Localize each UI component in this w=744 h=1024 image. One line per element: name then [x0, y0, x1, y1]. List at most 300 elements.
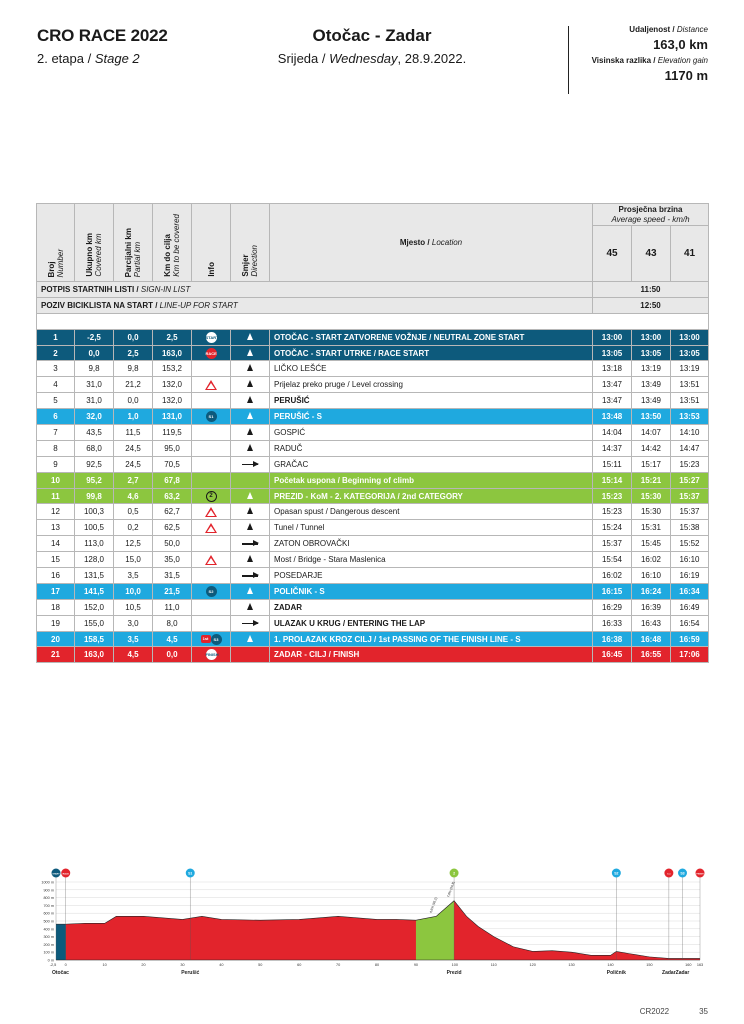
arrow-up-icon	[247, 428, 253, 435]
lineup-hr: POZIV BICIKLISTA NA START	[41, 300, 153, 310]
remaining-km: 163,0	[153, 345, 192, 361]
col-cilj-en: Km to be covered	[172, 214, 181, 277]
col-mjesto-en: Location	[431, 238, 463, 247]
town-label: Zadar	[675, 970, 690, 976]
covered-km: 0,0	[75, 345, 114, 361]
direction-cell	[231, 329, 270, 345]
arrow-up-icon	[247, 523, 253, 530]
table-row	[37, 393, 709, 409]
time-45: 13:47	[593, 393, 632, 409]
remaining-km: 50,0	[153, 536, 192, 552]
covered-km: 131,5	[75, 568, 114, 584]
col-smjer-hr: Smjer	[241, 254, 250, 277]
footer-code: CR2022	[639, 1007, 670, 1016]
arrow-up-icon	[247, 412, 253, 419]
x-tick-label: -2,5	[49, 963, 57, 967]
y-tick-label: 1000 m	[41, 880, 54, 885]
table-row	[37, 345, 709, 361]
direction-cell	[231, 647, 270, 663]
date-value: , 28.9.2022.	[397, 51, 467, 66]
partial-km: 15,0	[114, 552, 153, 568]
route-table	[36, 203, 709, 663]
row-number: 2	[37, 345, 75, 361]
remaining-km: 153,2	[153, 361, 192, 377]
time-43: 16:10	[632, 568, 671, 584]
info-cell	[192, 568, 231, 584]
direction-cell	[231, 583, 270, 599]
time-45: 15:11	[593, 456, 632, 472]
time-41: 16:10	[671, 552, 709, 568]
info-cell	[192, 631, 231, 647]
covered-km: 68,0	[75, 440, 114, 456]
col-cilj	[153, 204, 192, 282]
row-number: 15	[37, 552, 75, 568]
table-row	[37, 631, 709, 647]
direction-cell	[231, 456, 270, 472]
arrow-right-icon	[242, 575, 258, 577]
header-center	[252, 26, 492, 66]
direction-cell	[231, 631, 270, 647]
header-right	[592, 25, 708, 87]
direction-cell	[231, 615, 270, 631]
x-tick-label: 10	[102, 963, 107, 967]
time-45: 14:04	[593, 425, 632, 441]
race-title: CRO RACE 2022	[37, 26, 168, 45]
kom-marker-label: 2	[453, 871, 456, 876]
location: PERUŠIĆ	[270, 393, 593, 409]
speed-41: 41	[671, 226, 709, 282]
covered-km: 152,0	[75, 599, 114, 615]
time-45: 13:48	[593, 409, 632, 425]
row-number: 1	[37, 329, 75, 345]
x-tick-label: 50	[258, 963, 263, 967]
time-43: 14:07	[632, 425, 671, 441]
location: 1. PROLAZAK KROZ CILJ / 1st PASSING OF THE FINISH LINE - S	[270, 631, 593, 647]
town-label: Otočac	[52, 970, 69, 976]
direction-cell	[231, 552, 270, 568]
table-row	[37, 440, 709, 456]
town-label: Poličnik	[606, 970, 626, 976]
time-41: 13:53	[671, 409, 709, 425]
info-cell	[192, 599, 231, 615]
row-number: 12	[37, 504, 75, 520]
location: PERUŠIĆ - S	[270, 409, 593, 425]
col-smjer	[231, 204, 270, 282]
day-hr: Srijeda	[277, 51, 319, 66]
col-mjesto: Mjesto / Location	[270, 204, 593, 282]
direction-cell	[231, 504, 270, 520]
sprint-s1-icon: S1	[206, 411, 217, 422]
elevation-value: 1170 m	[664, 68, 708, 83]
finish-pass-icon: 1st	[201, 635, 211, 643]
row-number: 16	[37, 568, 75, 584]
direction-cell	[231, 599, 270, 615]
partial-km: 10,0	[114, 583, 153, 599]
covered-km: 31,0	[75, 393, 114, 409]
col-broj	[37, 204, 75, 282]
row-number: 18	[37, 599, 75, 615]
time-43: 15:31	[632, 520, 671, 536]
remaining-km: 95,0	[153, 440, 192, 456]
location: Tunel / Tunnel	[270, 520, 593, 536]
covered-km: 155,0	[75, 615, 114, 631]
location: ZADAR	[270, 599, 593, 615]
pass-marker-label: 1st	[667, 873, 671, 876]
remaining-km: 4,5	[153, 631, 192, 647]
time-43: 16:43	[632, 615, 671, 631]
signin-en: SIGN-IN LIST	[140, 284, 191, 294]
x-tick-label: 60	[297, 963, 302, 967]
info-cell	[192, 456, 231, 472]
partial-km: 2,7	[114, 472, 153, 488]
arrow-up-icon	[247, 492, 253, 499]
table-row	[37, 599, 709, 615]
location: Prijelaz preko pruge / Level crossing	[270, 377, 593, 393]
y-tick-label: 300 m	[43, 935, 54, 940]
covered-km: 43,5	[75, 425, 114, 441]
partial-km: 12,5	[114, 536, 153, 552]
s2-marker-label: S2	[614, 871, 619, 876]
row-number: 4	[37, 377, 75, 393]
partial-km: 3,5	[114, 568, 153, 584]
table-row	[37, 377, 709, 393]
time-43: 13:50	[632, 409, 671, 425]
time-41: 16:19	[671, 568, 709, 584]
time-41: 13:51	[671, 377, 709, 393]
town-label: Perušić	[181, 970, 200, 976]
speed-title: Prosječna brzina	[618, 204, 683, 214]
signin-row	[37, 282, 709, 298]
time-41: 16:54	[671, 615, 709, 631]
x-tick-label: 130	[568, 963, 575, 967]
town-label: Prezid	[446, 970, 462, 976]
arrow-up-icon	[247, 333, 253, 340]
arrow-up-icon	[247, 587, 253, 594]
elevation-label-en: Elevation gain	[657, 56, 708, 65]
warning-icon	[205, 523, 217, 533]
time-45: 14:37	[593, 440, 632, 456]
remaining-km: 63,2	[153, 488, 192, 504]
info-cell	[192, 329, 231, 345]
location: OTOČAC - START ZATVORENE VOŽNJE / NEUTRAL ZONE START	[270, 329, 593, 345]
time-43: 15:30	[632, 488, 671, 504]
time-43: 16:39	[632, 599, 671, 615]
remaining-km: 8,0	[153, 615, 192, 631]
x-tick-label: 0	[64, 963, 67, 967]
x-tick-label: 120	[529, 963, 536, 967]
covered-km: 128,0	[75, 552, 114, 568]
arrow-up-icon	[247, 380, 253, 387]
race-marker-label: RACE	[62, 873, 69, 876]
time-41: 13:51	[671, 393, 709, 409]
info-cell	[192, 345, 231, 361]
x-tick-label: 30	[180, 963, 185, 967]
time-45: 13:47	[593, 377, 632, 393]
time-41: 15:37	[671, 504, 709, 520]
lineup-time: 12:50	[593, 297, 709, 313]
stage-hr: 2. etapa	[37, 51, 84, 66]
x-tick-label: 150	[646, 963, 653, 967]
time-45: 15:14	[593, 472, 632, 488]
covered-km: 31,0	[75, 377, 114, 393]
direction-cell	[231, 472, 270, 488]
covered-km: 92,5	[75, 456, 114, 472]
table-row	[37, 488, 709, 504]
time-43: 16:24	[632, 583, 671, 599]
table-row	[37, 409, 709, 425]
warning-icon	[205, 555, 217, 565]
time-41: 17:06	[671, 647, 709, 663]
remaining-km: 67,8	[153, 472, 192, 488]
lineup-en: LINE-UP FOR START	[159, 300, 238, 310]
table-row	[37, 504, 709, 520]
time-45: 16:45	[593, 647, 632, 663]
time-43: 13:49	[632, 393, 671, 409]
col-info-hr: Info	[206, 262, 216, 277]
remaining-km: 132,0	[153, 393, 192, 409]
table-row	[37, 472, 709, 488]
y-tick-label: 800 m	[43, 896, 54, 901]
finish-icon: FINISH	[206, 649, 217, 660]
page-number: 35	[699, 1007, 708, 1016]
time-43: 15:17	[632, 456, 671, 472]
covered-km: 100,5	[75, 520, 114, 536]
remaining-km: 70,5	[153, 456, 192, 472]
time-45: 13:00	[593, 329, 632, 345]
row-number: 21	[37, 647, 75, 663]
covered-km: 9,8	[75, 361, 114, 377]
table-row	[37, 583, 709, 599]
time-41: 15:38	[671, 520, 709, 536]
finish-marker-label: FINISH	[696, 873, 704, 876]
arrow-up-icon	[247, 555, 253, 562]
info-cell	[192, 520, 231, 536]
table-row	[37, 568, 709, 584]
table-row	[37, 361, 709, 377]
location: ULAZAK U KRUG / ENTERING THE LAP	[270, 615, 593, 631]
partial-km: 9,8	[114, 361, 153, 377]
x-tick-label: 70	[335, 963, 341, 967]
time-43: 13:05	[632, 345, 671, 361]
partial-km: 0,2	[114, 520, 153, 536]
time-45: 13:05	[593, 345, 632, 361]
row-number: 7	[37, 425, 75, 441]
time-41: 16:34	[671, 583, 709, 599]
covered-km: 163,0	[75, 647, 114, 663]
partial-km: 3,5	[114, 631, 153, 647]
info-cell	[192, 409, 231, 425]
col-cilj-hr: Km do cilja	[163, 234, 172, 277]
arrow-up-icon	[247, 603, 253, 610]
remaining-km: 35,0	[153, 552, 192, 568]
route-title: Otočac - Zadar	[312, 26, 432, 45]
location: Most / Bridge - Stara Maslenica	[270, 552, 593, 568]
covered-km: 95,2	[75, 472, 114, 488]
y-tick-label: 200 m	[43, 942, 54, 947]
header-left	[37, 26, 168, 66]
partial-km: 4,5	[114, 647, 153, 663]
elevation-label: Visinska razlika / Elevation gain	[591, 56, 708, 65]
sprint-s2-icon: S2	[206, 586, 217, 597]
info-cell	[192, 488, 231, 504]
row-number: 17	[37, 583, 75, 599]
covered-km: 141,5	[75, 583, 114, 599]
location: Opasan spust / Dangerous descent	[270, 504, 593, 520]
time-41: 15:27	[671, 472, 709, 488]
x-tick-label: 160	[685, 963, 692, 967]
remaining-km: 62,7	[153, 504, 192, 520]
elevation-profile	[34, 864, 710, 994]
x-tick-label: 80	[374, 963, 380, 967]
covered-km: 158,5	[75, 631, 114, 647]
direction-cell	[231, 345, 270, 361]
day-en: Wednesday	[329, 51, 398, 66]
location: ZADAR - CILJ / FINISH	[270, 647, 593, 663]
time-41: 15:52	[671, 536, 709, 552]
table-gap	[37, 313, 709, 329]
time-45: 15:23	[593, 504, 632, 520]
info-cell	[192, 425, 231, 441]
x-tick-label: 110	[490, 963, 497, 967]
arrow-up-icon	[247, 396, 253, 403]
signin-time: 11:50	[593, 282, 709, 298]
col-ukupno	[75, 204, 114, 282]
info-cell	[192, 583, 231, 599]
s3-marker-label: S3	[680, 871, 685, 876]
partial-km: 0,0	[114, 329, 153, 345]
time-41: 14:47	[671, 440, 709, 456]
table-row	[37, 647, 709, 663]
town-label: Zadar	[662, 970, 676, 976]
y-tick-label: 900 m	[43, 888, 54, 893]
info-cell	[192, 552, 231, 568]
y-tick-label: 500 m	[43, 919, 54, 924]
row-number: 10	[37, 472, 75, 488]
col-parcijalni-en: Partial km	[133, 241, 142, 277]
stage-label: 2. etapa / Stage 2	[37, 51, 140, 66]
info-cell	[192, 377, 231, 393]
time-43: 13:19	[632, 361, 671, 377]
arrow-right-icon	[242, 543, 258, 545]
time-41: 16:59	[671, 631, 709, 647]
info-cell	[192, 615, 231, 631]
race-start-icon: RACE	[206, 348, 217, 359]
row-number: 20	[37, 631, 75, 647]
time-41: 15:37	[671, 488, 709, 504]
kom-cat2-icon: 2	[206, 491, 217, 502]
elevation-area	[56, 901, 700, 960]
direction-cell	[231, 568, 270, 584]
x-tick-label: 90	[413, 963, 419, 967]
time-45: 15:54	[593, 552, 632, 568]
time-45: 16:29	[593, 599, 632, 615]
row-number: 5	[37, 393, 75, 409]
partial-km: 21,2	[114, 377, 153, 393]
row-number: 13	[37, 520, 75, 536]
col-ukupno-hr: Ukupno km	[85, 233, 94, 277]
remaining-km: 31,5	[153, 568, 192, 584]
arrow-up-icon	[247, 364, 253, 371]
partial-km: 0,5	[114, 504, 153, 520]
remaining-km: 132,0	[153, 377, 192, 393]
distance-value: 163,0 km	[653, 37, 708, 52]
col-info	[192, 204, 231, 282]
location: GOSPIĆ	[270, 425, 593, 441]
speed-header	[593, 204, 709, 226]
stage-date: Srijeda / Wednesday, 28.9.2022.	[277, 51, 467, 66]
info-cell	[192, 361, 231, 377]
climb-label: 7,8% (99,8)	[446, 881, 456, 898]
arrow-right-icon	[242, 464, 258, 466]
remaining-km: 2,5	[153, 329, 192, 345]
location: RADUČ	[270, 440, 593, 456]
row-number: 14	[37, 536, 75, 552]
arrow-up-icon	[247, 444, 253, 451]
partial-km: 24,5	[114, 456, 153, 472]
col-ukupno-en: Covered km	[94, 233, 103, 277]
y-tick-label: 100 m	[43, 950, 54, 955]
time-43: 16:55	[632, 647, 671, 663]
col-broj-hr: Broj	[46, 261, 56, 277]
table-row	[37, 536, 709, 552]
x-tick-label: 40	[219, 963, 224, 967]
time-45: 16:15	[593, 583, 632, 599]
partial-km: 2,5	[114, 345, 153, 361]
covered-km: 99,8	[75, 488, 114, 504]
arrow-up-icon	[247, 349, 253, 356]
time-43: 13:00	[632, 329, 671, 345]
lineup-row	[37, 297, 709, 313]
table-row	[37, 456, 709, 472]
location: POSEDARJE	[270, 568, 593, 584]
climb-label: 4,6% (95,2)	[428, 896, 439, 914]
time-41: 13:00	[671, 329, 709, 345]
direction-cell	[231, 377, 270, 393]
s1-marker-label: S1	[188, 871, 193, 876]
arrow-right-icon	[242, 623, 258, 625]
time-45: 13:18	[593, 361, 632, 377]
remaining-km: 21,5	[153, 583, 192, 599]
time-45: 15:37	[593, 536, 632, 552]
row-number: 3	[37, 361, 75, 377]
footer	[610, 1007, 708, 1016]
direction-cell	[231, 393, 270, 409]
time-43: 16:48	[632, 631, 671, 647]
info-cell	[192, 504, 231, 520]
distance-label: Udaljenost / Distance	[629, 25, 708, 34]
signin-hr: POTPIS STARTNIH LISTI	[41, 284, 135, 294]
row-number: 11	[37, 488, 75, 504]
time-45: 16:33	[593, 615, 632, 631]
location: LIČKO LEŠĆE	[270, 361, 593, 377]
table-row	[37, 425, 709, 441]
partial-km: 11,5	[114, 425, 153, 441]
direction-cell	[231, 520, 270, 536]
arrow-up-icon	[247, 635, 253, 642]
time-41: 15:23	[671, 456, 709, 472]
info-cell	[192, 440, 231, 456]
time-41: 14:10	[671, 425, 709, 441]
start-icon: START	[206, 332, 217, 343]
warning-icon	[205, 507, 217, 517]
direction-cell	[231, 440, 270, 456]
x-tick-label: 163	[696, 963, 704, 967]
time-43: 15:21	[632, 472, 671, 488]
table-row	[37, 615, 709, 631]
col-parcijalni	[114, 204, 153, 282]
start-marker-label: START	[52, 873, 60, 876]
row-number: 9	[37, 456, 75, 472]
